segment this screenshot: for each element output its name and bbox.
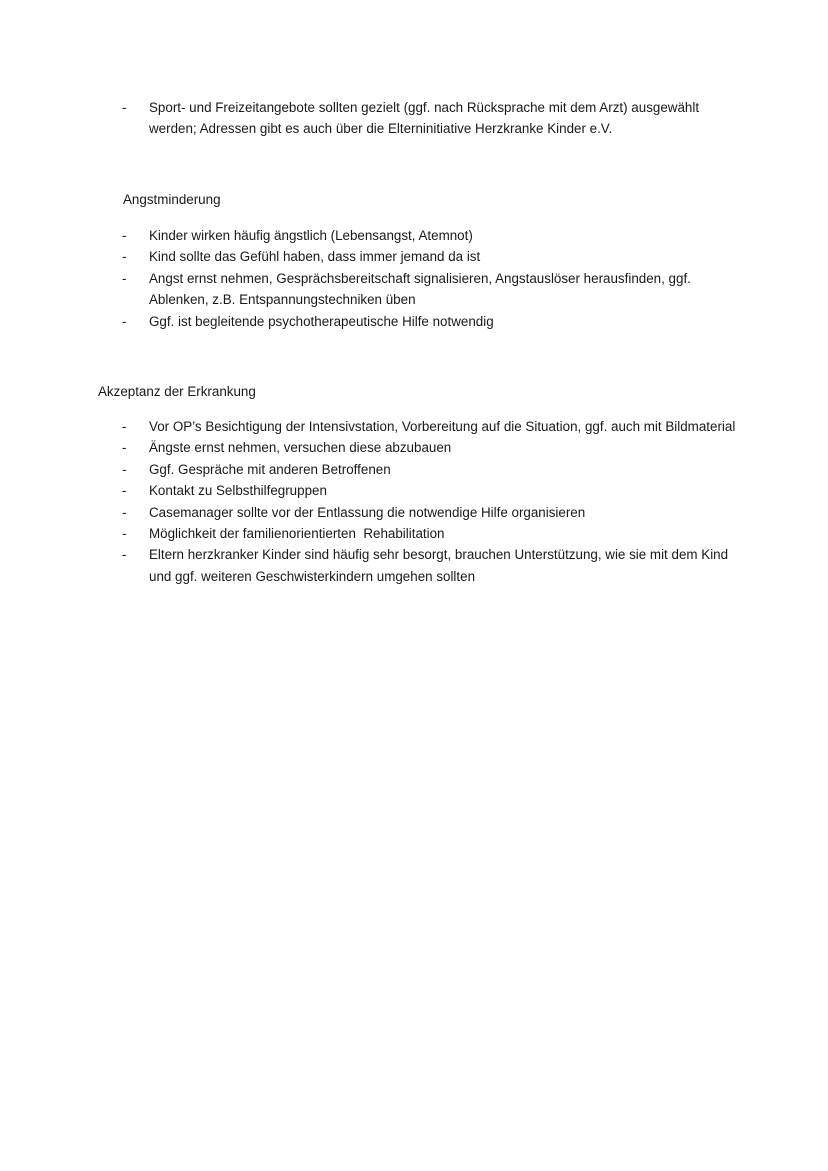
list-item: [122, 246, 729, 267]
bullet-dash: -: [122, 228, 127, 243]
bullet-dash: -: [122, 461, 127, 477]
bullet-list: [122, 97, 739, 140]
bullet-dash: -: [122, 270, 127, 286]
bullet-dash: -: [122, 440, 127, 456]
bullet-dash: -: [122, 313, 127, 329]
bullet-dash: -: [122, 419, 127, 434]
bullet-dash: -: [122, 547, 127, 563]
section-heading: Akzeptanz der Erkrankung: [98, 384, 256, 399]
list-item-text: Kontakt zu Selbsthilfegruppen: [149, 483, 327, 499]
list-item-text: Angst ernst nehmen, Gesprächsbereitschaft signalisieren, Angstauslöser herausfinden, ggf. Ablenken, z.B. Entspannungstechniken üben: [149, 270, 691, 308]
bullet-dash: -: [122, 483, 127, 499]
list-item: [122, 268, 729, 311]
list-item-text: Möglichkeit der familienorientierten Rehabilitation: [149, 526, 445, 542]
list-item: [122, 97, 739, 140]
list-item: [122, 437, 739, 458]
list-item: [122, 225, 729, 246]
bullet-list: [122, 225, 729, 332]
list-item: [122, 311, 729, 332]
list-item-text: Ggf. Gespräche mit anderen Betroffenen: [149, 461, 391, 477]
bullet-dash: -: [122, 100, 127, 115]
bullet-dash: -: [122, 504, 127, 520]
bullet-dash: -: [122, 526, 127, 542]
list-item-text: Ggf. ist begleitende psychotherapeutische Hilfe notwendig: [149, 313, 494, 329]
list-item-text: Vor OP’s Besichtigung der Intensivstation, Vorbereitung auf die Situation, ggf. auch mit Bildmaterial: [149, 419, 736, 434]
list-item-text: Eltern herzkranker Kinder sind häufig sehr besorgt, brauchen Unterstützung, wie sie mit dem Kind und ggf. weiteren Geschwisterkindern umgehen sollten: [149, 547, 729, 584]
list-item: [122, 480, 739, 501]
list-item: [122, 459, 739, 480]
list-item-text: Sport- und Freizeitangebote sollten gezielt (ggf. nach Rücksprache mit dem Arzt) ausgewählt werden; Adressen gibt es auch über die Elterninitiative Herzkranke Kinder e.V.: [149, 100, 700, 137]
list-item-text: Casemanager sollte vor der Entlassung die notwendige Hilfe organisieren: [149, 504, 586, 520]
list-item-text: Ängste ernst nehmen, versuchen diese abzubauen: [149, 440, 452, 456]
list-item: [122, 502, 739, 523]
bullet-list: [122, 416, 739, 587]
list-item-text: Kind sollte das Gefühl haben, dass immer jemand da ist: [149, 249, 481, 265]
list-item: [122, 544, 739, 587]
section-heading: Angstminderung: [123, 192, 221, 207]
list-item: [122, 523, 739, 544]
list-item: [122, 416, 739, 437]
list-item-text: Kinder wirken häufig ängstlich (Lebensangst, Atemnot): [149, 228, 473, 243]
bullet-dash: -: [122, 249, 127, 265]
